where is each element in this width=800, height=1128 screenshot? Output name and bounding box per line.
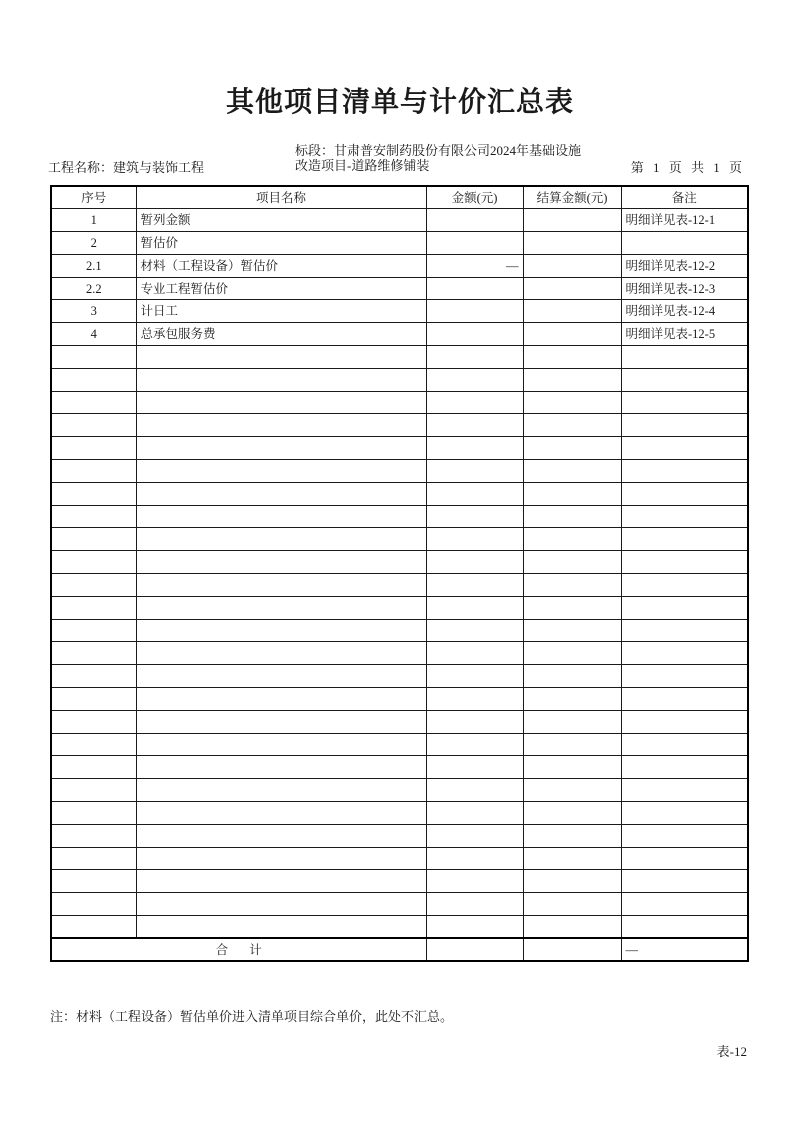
table-row	[51, 254, 748, 277]
cell-remark	[621, 551, 748, 574]
total-row	[51, 938, 748, 961]
cell-seq	[51, 619, 136, 642]
cell-remark: 明细详见表-12-5	[621, 323, 748, 346]
cell-seq	[51, 596, 136, 619]
empty-row	[51, 665, 748, 688]
cell-item-name	[136, 482, 426, 505]
empty-row	[51, 460, 748, 483]
cell-item-name	[136, 893, 426, 916]
cell-item-name	[136, 596, 426, 619]
cell-amount	[426, 642, 523, 665]
cell-amount	[426, 391, 523, 414]
cell-seq	[51, 505, 136, 528]
cell-item-name	[136, 368, 426, 391]
cell-item-name: 暂估价	[136, 232, 426, 255]
cell-remark	[621, 688, 748, 711]
cell-remark	[621, 802, 748, 825]
col-header-item-name: 项目名称	[136, 186, 426, 209]
cell-seq: 2	[51, 232, 136, 255]
table-row	[51, 209, 748, 232]
cell-seq	[51, 847, 136, 870]
cell-remark	[621, 574, 748, 597]
cell-settlement	[523, 254, 621, 277]
cell-settlement	[523, 779, 621, 802]
sheet-number: 表-12	[716, 1044, 747, 1059]
empty-row	[51, 779, 748, 802]
cell-settlement	[523, 391, 621, 414]
empty-row	[51, 368, 748, 391]
cell-settlement	[523, 893, 621, 916]
cell-total-label: 合 计	[51, 938, 426, 961]
empty-row	[51, 824, 748, 847]
cell-settlement	[523, 733, 621, 756]
empty-row	[51, 574, 748, 597]
cell-remark	[621, 368, 748, 391]
cell-settlement	[523, 824, 621, 847]
cell-remark	[621, 847, 748, 870]
cell-amount	[426, 802, 523, 825]
section-info	[295, 144, 581, 173]
col-header-settlement: 结算金额(元)	[523, 186, 621, 209]
empty-row	[51, 551, 748, 574]
cell-seq	[51, 710, 136, 733]
cell-remark	[621, 733, 748, 756]
cell-settlement	[523, 847, 621, 870]
cell-remark	[621, 916, 748, 939]
cell-settlement	[523, 688, 621, 711]
cell-amount	[426, 414, 523, 437]
table-header-row	[51, 186, 748, 209]
cell-remark: 明细详见表-12-3	[621, 277, 748, 300]
empty-row	[51, 756, 748, 779]
cell-amount	[426, 665, 523, 688]
cell-remark: 明细详见表-12-4	[621, 300, 748, 323]
cell-item-name: 计日工	[136, 300, 426, 323]
cell-seq: 2.2	[51, 277, 136, 300]
cell-seq	[51, 391, 136, 414]
table-row	[51, 323, 748, 346]
cell-seq	[51, 414, 136, 437]
empty-row	[51, 847, 748, 870]
cell-item-name	[136, 665, 426, 688]
cell-seq	[51, 551, 136, 574]
cell-item-name	[136, 756, 426, 779]
cell-remark	[621, 460, 748, 483]
table-row	[51, 232, 748, 255]
cell-amount	[426, 437, 523, 460]
cell-remark	[621, 710, 748, 733]
cell-remark	[621, 346, 748, 369]
cell-amount	[426, 619, 523, 642]
col-header-remark: 备注	[621, 186, 748, 209]
page-title: 其他项目清单与计价汇总表	[225, 87, 574, 118]
cell-settlement	[523, 482, 621, 505]
cell-item-name: 暂列金额	[136, 209, 426, 232]
cell-remark	[621, 824, 748, 847]
cell-settlement	[523, 414, 621, 437]
cell-remark	[621, 665, 748, 688]
cell-item-name	[136, 733, 426, 756]
cell-item-name: 总承包服务费	[136, 323, 426, 346]
cell-amount	[426, 277, 523, 300]
cell-total-remark: —	[621, 938, 748, 961]
cell-amount: —	[426, 254, 523, 277]
empty-row	[51, 870, 748, 893]
cell-amount	[426, 460, 523, 483]
cell-seq	[51, 779, 136, 802]
cell-item-name	[136, 551, 426, 574]
cell-amount	[426, 870, 523, 893]
cell-seq: 2.1	[51, 254, 136, 277]
cell-item-name	[136, 505, 426, 528]
cell-remark	[621, 437, 748, 460]
cell-settlement	[523, 916, 621, 939]
cell-item-name	[136, 824, 426, 847]
cell-item-name	[136, 391, 426, 414]
table-row	[51, 300, 748, 323]
cell-amount	[426, 916, 523, 939]
cell-amount	[426, 733, 523, 756]
project-name: 工程名称：建筑与装饰工程	[48, 160, 205, 175]
cell-item-name	[136, 916, 426, 939]
cell-remark	[621, 232, 748, 255]
cell-settlement	[523, 596, 621, 619]
cell-settlement	[523, 437, 621, 460]
cell-item-name	[136, 460, 426, 483]
cell-remark	[621, 528, 748, 551]
empty-row	[51, 414, 748, 437]
cell-item-name	[136, 779, 426, 802]
cell-seq	[51, 482, 136, 505]
cell-settlement	[523, 460, 621, 483]
col-header-amount: 金额(元)	[426, 186, 523, 209]
section-line-1: 标段：甘肃普安制药股份有限公司2024年基础设施	[295, 143, 582, 158]
cell-item-name	[136, 710, 426, 733]
cell-item-name	[136, 437, 426, 460]
cell-settlement	[523, 551, 621, 574]
cell-settlement	[523, 505, 621, 528]
cell-total-settlement	[523, 938, 621, 961]
footer-note: 注：材料（工程设备）暂估单价进入清单项目综合单价，此处不汇总。	[50, 1009, 454, 1024]
cell-item-name: 专业工程暂估价	[136, 277, 426, 300]
cell-remark	[621, 779, 748, 802]
cell-seq	[51, 642, 136, 665]
cell-amount	[426, 232, 523, 255]
cell-amount	[426, 346, 523, 369]
cell-seq	[51, 802, 136, 825]
col-header-seq: 序号	[51, 186, 136, 209]
empty-row	[51, 482, 748, 505]
cell-amount	[426, 482, 523, 505]
cell-remark	[621, 505, 748, 528]
section-line-2: 改造项目-道路维修铺装	[295, 157, 430, 173]
empty-row	[51, 596, 748, 619]
cell-seq	[51, 893, 136, 916]
empty-row	[51, 688, 748, 711]
cell-remark	[621, 619, 748, 642]
empty-row	[51, 642, 748, 665]
cell-remark	[621, 870, 748, 893]
cell-seq	[51, 824, 136, 847]
empty-row	[51, 528, 748, 551]
cell-amount	[426, 688, 523, 711]
cell-remark: 明细详见表-12-1	[621, 209, 748, 232]
cell-amount	[426, 528, 523, 551]
document-meta	[48, 144, 752, 178]
cell-remark	[621, 756, 748, 779]
cell-seq	[51, 460, 136, 483]
cell-settlement	[523, 368, 621, 391]
cell-seq	[51, 574, 136, 597]
cell-amount	[426, 323, 523, 346]
cell-remark	[621, 893, 748, 916]
cell-settlement	[523, 300, 621, 323]
empty-row	[51, 733, 748, 756]
cell-item-name	[136, 642, 426, 665]
cell-seq	[51, 756, 136, 779]
cell-remark	[621, 596, 748, 619]
cell-seq	[51, 528, 136, 551]
cell-seq: 3	[51, 300, 136, 323]
cell-amount	[426, 710, 523, 733]
table-body	[51, 209, 748, 961]
cell-amount	[426, 756, 523, 779]
cell-settlement	[523, 665, 621, 688]
cell-amount	[426, 596, 523, 619]
cell-settlement	[523, 802, 621, 825]
cell-settlement	[523, 232, 621, 255]
empty-row	[51, 437, 748, 460]
cell-seq	[51, 665, 136, 688]
cell-amount	[426, 300, 523, 323]
cell-settlement	[523, 528, 621, 551]
cell-remark	[621, 482, 748, 505]
cell-remark: 明细详见表-12-2	[621, 254, 748, 277]
cell-settlement	[523, 277, 621, 300]
empty-row	[51, 893, 748, 916]
cell-amount	[426, 505, 523, 528]
cell-item-name	[136, 847, 426, 870]
cell-settlement	[523, 574, 621, 597]
cell-settlement	[523, 209, 621, 232]
empty-row	[51, 802, 748, 825]
empty-row	[51, 505, 748, 528]
cell-item-name	[136, 802, 426, 825]
page-number: 第 1 页 共 1 页	[630, 160, 742, 175]
empty-row	[51, 391, 748, 414]
cell-settlement	[523, 619, 621, 642]
cell-item-name	[136, 414, 426, 437]
cell-amount	[426, 893, 523, 916]
cell-seq	[51, 437, 136, 460]
cell-seq: 1	[51, 209, 136, 232]
cell-item-name	[136, 870, 426, 893]
cell-settlement	[523, 323, 621, 346]
empty-row	[51, 710, 748, 733]
cell-seq	[51, 688, 136, 711]
empty-row	[51, 346, 748, 369]
cell-remark	[621, 642, 748, 665]
cell-amount	[426, 368, 523, 391]
cell-settlement	[523, 346, 621, 369]
cell-seq	[51, 916, 136, 939]
cell-item-name	[136, 574, 426, 597]
cell-settlement	[523, 642, 621, 665]
cell-settlement	[523, 756, 621, 779]
cell-amount	[426, 847, 523, 870]
table-row	[51, 277, 748, 300]
cell-seq	[51, 733, 136, 756]
cell-seq	[51, 870, 136, 893]
cell-amount	[426, 574, 523, 597]
cell-amount	[426, 824, 523, 847]
cell-seq	[51, 346, 136, 369]
cell-amount	[426, 551, 523, 574]
cell-item-name	[136, 528, 426, 551]
cell-settlement	[523, 870, 621, 893]
cell-amount	[426, 779, 523, 802]
cell-item-name	[136, 619, 426, 642]
cell-remark	[621, 414, 748, 437]
cell-item-name	[136, 688, 426, 711]
cell-amount	[426, 209, 523, 232]
cell-settlement	[523, 710, 621, 733]
cell-item-name	[136, 346, 426, 369]
summary-table	[50, 185, 749, 962]
cell-item-name: 材料（工程设备）暂估价	[136, 254, 426, 277]
empty-row	[51, 916, 748, 939]
cell-total-amount	[426, 938, 523, 961]
cell-seq: 4	[51, 323, 136, 346]
cell-remark	[621, 391, 748, 414]
empty-row	[51, 619, 748, 642]
cell-seq	[51, 368, 136, 391]
